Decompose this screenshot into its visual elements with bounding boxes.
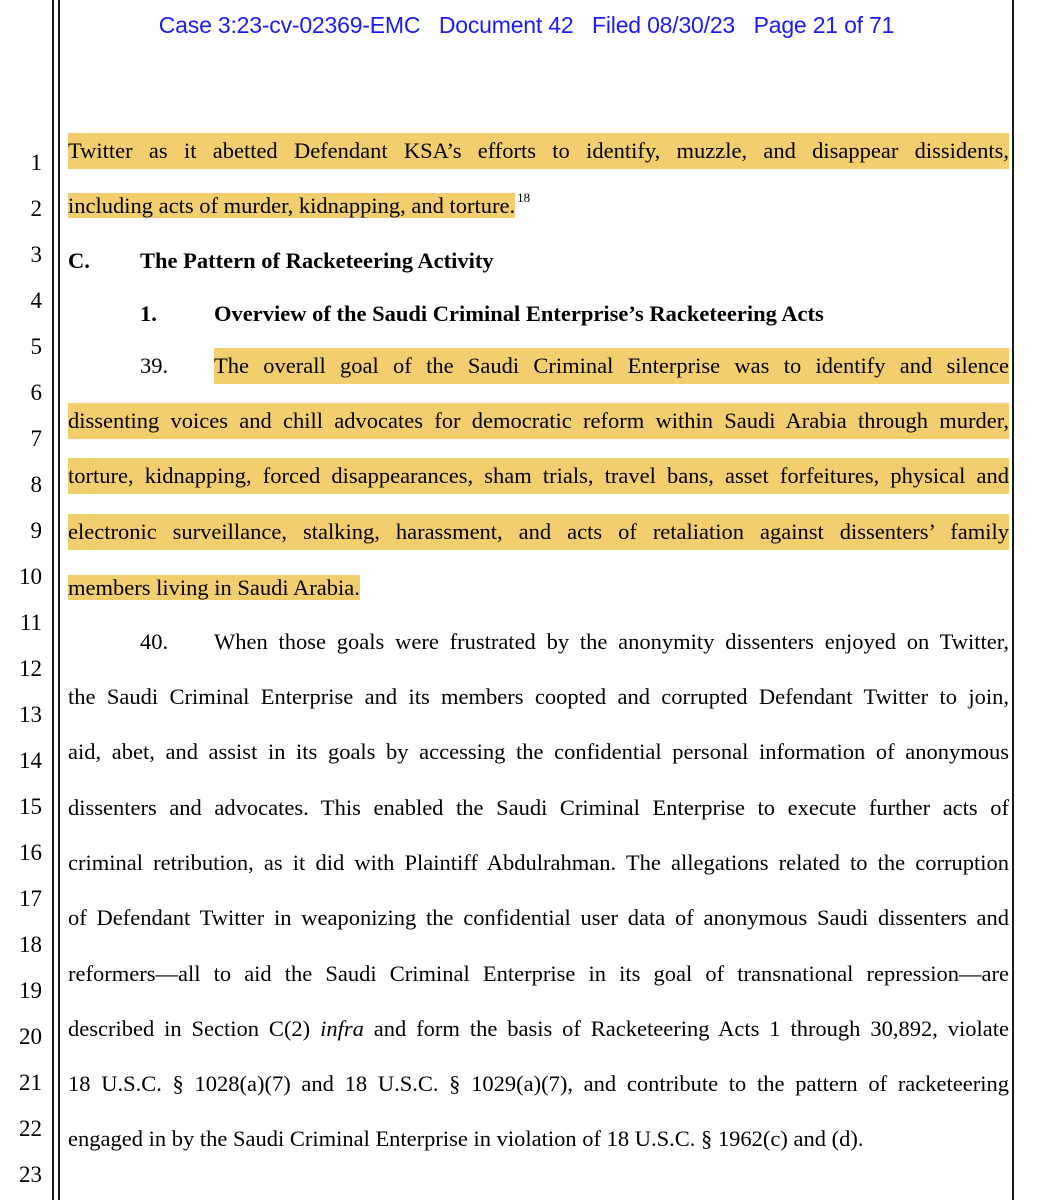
highlighted-text-line: torture, kidnapping, forced disappearances, sham trials, travel bans, asset forfeitures, physical and bbox=[68, 458, 1009, 494]
body-text-line bbox=[68, 1011, 1009, 1047]
line-number: 1 bbox=[30, 150, 42, 175]
body-text: and form the basis of Racketeering Acts 1 through 30,892, violate bbox=[363, 1016, 1009, 1041]
line-number: 16 bbox=[19, 840, 42, 865]
line-number: 19 bbox=[19, 978, 42, 1003]
body-text-line: the Saudi Criminal Enterprise and its members coopted and corrupted Defendant Twitter to join, bbox=[68, 684, 1009, 709]
highlighted-text: including acts of murder, kidnapping, and torture. bbox=[68, 193, 516, 218]
footnote-reference[interactable]: 18 bbox=[517, 190, 531, 205]
body-text-line: of Defendant Twitter in weaponizing the confidential user data of anonymous Saudi dissenters and bbox=[68, 905, 1009, 930]
filed-date: Filed 08/30/23 bbox=[592, 12, 736, 38]
document-number: Document 42 bbox=[438, 12, 574, 38]
paragraph-39-line bbox=[68, 348, 1009, 384]
line-number: 17 bbox=[19, 886, 42, 911]
line-number: 22 bbox=[19, 1116, 42, 1141]
line-number: 13 bbox=[19, 702, 42, 727]
body-text-line: 18 U.S.C. § 1028(a)(7) and 18 U.S.C. § 1029(a)(7), and contribute to the pattern of racketeering bbox=[68, 1071, 1009, 1096]
line-number: 7 bbox=[30, 426, 42, 451]
highlighted-text-line: electronic surveillance, stalking, harassment, and acts of retaliation against dissenters’ family bbox=[68, 514, 1009, 550]
paragraph-40-line bbox=[68, 624, 1009, 660]
ecf-header bbox=[0, 12, 1053, 39]
body-text-line: dissenters and advocates. This enabled the Saudi Criminal Enterprise to execute further acts of bbox=[68, 795, 1009, 820]
left-margin-rule-outer bbox=[52, 0, 54, 1200]
highlighted-text: members living in Saudi Arabia. bbox=[68, 575, 360, 600]
highlighted-text-line: dissenting voices and chill advocates for democratic reform within Saudi Arabia through murder, bbox=[68, 403, 1009, 439]
highlighted-text: The overall goal of the Saudi Criminal Enterprise was to identify and silence bbox=[214, 348, 1009, 384]
paragraph-number: 40. bbox=[140, 629, 169, 654]
highlighted-text-line: Twitter as it abetted Defendant KSA’s efforts to identify, muzzle, and disappear dissidents, bbox=[68, 133, 1009, 169]
section-title: The Pattern of Racketeering Activity bbox=[140, 248, 494, 273]
paragraph-number: 39. bbox=[140, 353, 169, 378]
body-text-line: reformers—all to aid the Saudi Criminal Enterprise in its goal of transnational repression—are bbox=[68, 961, 1009, 986]
left-margin-rule-inner bbox=[58, 0, 60, 1200]
line-number: 20 bbox=[19, 1024, 42, 1049]
italic-term: infra bbox=[320, 1016, 364, 1041]
body-text-line: criminal retribution, as it did with Plaintiff Abdulrahman. The allegations related to the corruption bbox=[68, 850, 1009, 875]
section-heading bbox=[68, 243, 1009, 279]
text-line bbox=[68, 570, 1009, 606]
line-number: 8 bbox=[30, 472, 42, 497]
line-number: 18 bbox=[19, 932, 42, 957]
line-number: 14 bbox=[19, 748, 42, 773]
line-number: 21 bbox=[19, 1070, 42, 1095]
subsection-number: 1. bbox=[140, 301, 157, 326]
body-text-line: engaged in by the Saudi Criminal Enterprise in violation of 18 U.S.C. § 1962(c) and (d). bbox=[68, 1126, 864, 1151]
right-margin-rule bbox=[1012, 0, 1014, 1200]
body-text: described in Section C(2) bbox=[68, 1016, 321, 1041]
subsection-heading bbox=[68, 296, 1009, 332]
line-number: 12 bbox=[19, 656, 42, 681]
body-text-line: aid, abet, and assist in its goals by accessing the confidential personal information of anonymous bbox=[68, 739, 1009, 764]
line-number: 10 bbox=[19, 564, 42, 589]
subsection-title: Overview of the Saudi Criminal Enterprise’s Racketeering Acts bbox=[214, 301, 824, 326]
line-number: 2 bbox=[30, 196, 42, 221]
section-letter: C. bbox=[68, 248, 90, 273]
line-number: 3 bbox=[30, 242, 42, 267]
case-number: Case 3:23-cv-02369-EMC bbox=[158, 12, 421, 38]
text-line bbox=[68, 188, 1009, 224]
line-number: 15 bbox=[19, 794, 42, 819]
line-number: 5 bbox=[30, 334, 42, 359]
line-number: 9 bbox=[30, 518, 42, 543]
line-number: 6 bbox=[30, 380, 42, 405]
line-number: 4 bbox=[30, 288, 42, 313]
line-number: 23 bbox=[19, 1162, 42, 1187]
body-text: When those goals were frustrated by the anonymity dissenters enjoyed on Twitter, bbox=[214, 629, 1009, 654]
line-number: 11 bbox=[19, 610, 42, 635]
page-indicator: Page 21 of 71 bbox=[753, 12, 895, 38]
